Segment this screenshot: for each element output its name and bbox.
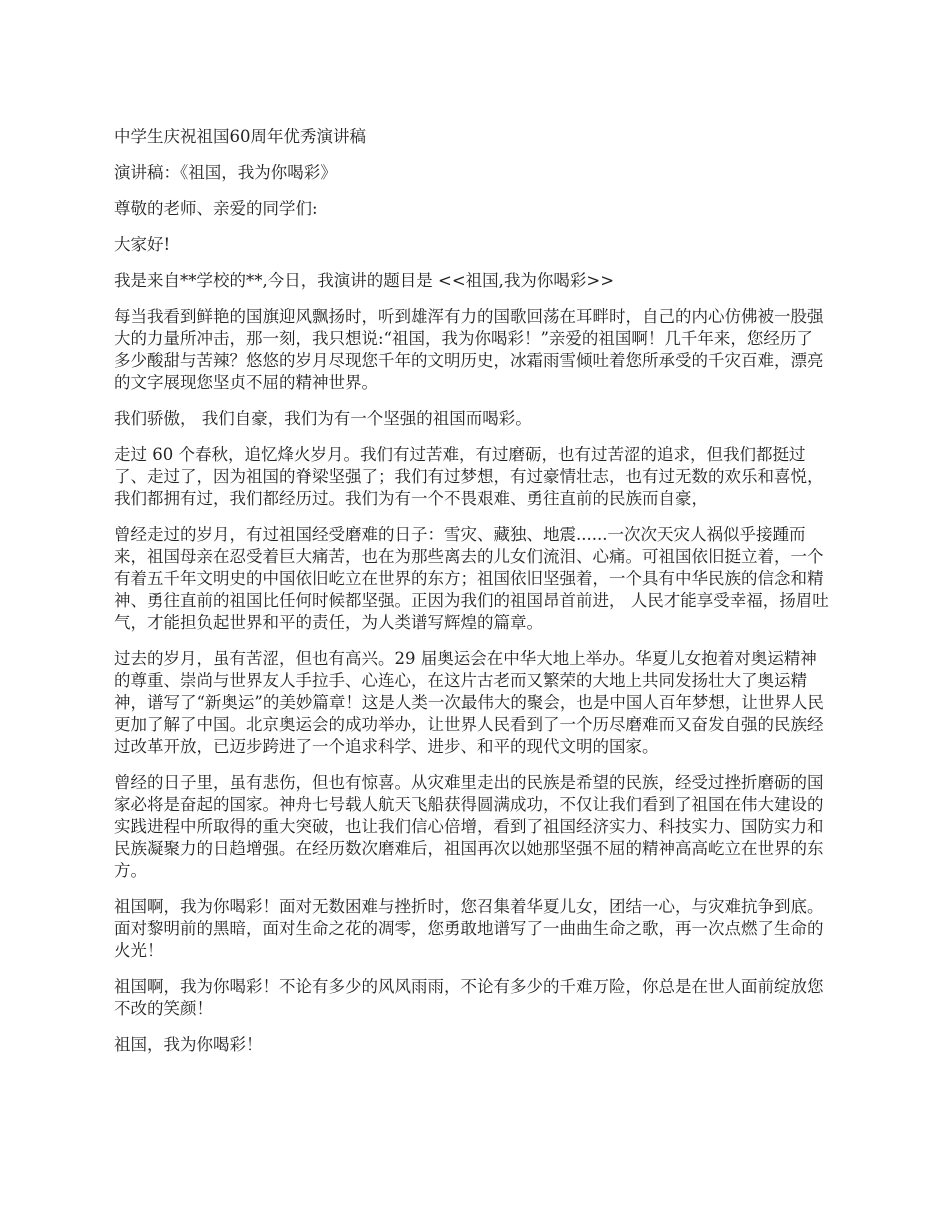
paragraph-hardships: 曾经走过的岁月，有过祖国经受磨难的日子：雪灾、藏独、地震......一次次天灾人祸似乎接踵而来，祖国母亲在忍受着巨大痛苦，也在为那些离去的儿女们流泪、心痛。可祖国依旧挺立着，一个有着五千年文明史的中国依旧屹立在世界的东方；祖国依旧坚强着，一个具有中华民族的信念和精神、勇往直前的祖国比任何时候都坚强。正因为我们的祖国昂首前进， 人民才能享受幸福，扬眉吐气，才能担负起世界和平的责任，为人类谱写辉煌的篇章。 [114,525,829,632]
paragraph-shenzhou: 曾经的日子里，虽有悲伤，但也有惊喜。从灾难里走出的民族是希望的民族，经受过挫折磨砺的国家必将是奋起的国家。神舟七号载人航天飞船获得圆满成功，不仅让我们看到了祖国在伟大建设的实践进程中所取得的重大突破，也让我们信心倍增，看到了祖国经济实力、科技实力、国防实力和民族凝聚力的日趋增强。在经历数次磨难后，祖国再次以她那坚强不屈的精神高高屹立在世界的东方。 [114,773,824,880]
paragraph-closing: 祖国，我为你喝彩！ [114,1035,263,1054]
paragraph-pride: 我们骄傲， 我们自豪，我们为有一个坚强的祖国而喝彩。 [114,409,532,428]
paragraph-flag: 每当我看到鲜艳的国旗迎风飘扬时，听到雄浑有力的国歌回荡在耳畔时，自己的内心仿佛被一股强大的力量所冲击，那一刻，我只想说:“祖国，我为你喝彩！”亲爱的祖国啊！几千年来，您经历了多少酸甜与苦辣？悠悠的岁月尽现您千年的文明历史，冰霜雨雪倾吐着您所承受的千灾百难，漂亮的文字展现您坚贞不屈的精神世界。 [114,307,824,392]
paragraph-sixty-years: 走过 60 个春秋，追忆烽火岁月。我们有过苦难，有过磨砺，也有过苦涩的追求，但我们都挺过了、走过了，因为祖国的脊梁坚强了；我们有过梦想，有过豪情壮志，也有过无数的欢乐和喜悦，我们都拥有过，我们都经历过。我们为有一个不畏艰难、勇往直前的民族而自豪， [114,445,824,508]
document-title: 中学生庆祝祖国60周年优秀演讲稿 [114,127,366,146]
greeting: 大家好! [114,235,171,254]
document-page [114,126,829,1070]
document-subtitle: 演讲稿：《祖国，我为你喝彩》 [114,163,337,182]
paragraph-cheer-1: 祖国啊，我为你喝彩！面对无数困难与挫折时，您召集着华夏儿女，团结一心，与灾难抗争到底。面对黎明前的黑暗，面对生命之花的凋零，您勇敢地谱写了一曲曲生命之歌，再一次点燃了生命的火光！ [114,897,824,960]
paragraph-cheer-2: 祖国啊，我为你喝彩！不论有多少的风风雨雨，不论有多少的千难万险，你总是在世人面前绽放您不改的笑颜！ [114,977,824,1018]
paragraph-intro: 我是来自**学校的**,今日，我演讲的题目是 <<祖国,我为你喝彩>> [114,271,615,290]
paragraph-olympics: 过去的岁月，虽有苦涩，但也有高兴。29 届奥运会在中华大地上举办。华夏儿女抱着对奥运精神的尊重、崇尚与世界友人手拉手、心连心，在这片古老而又繁荣的大地上共同发扬壮大了奥运精神，谱写了“新奥运”的美妙篇章！这是人类一次最伟大的聚会，也是中国人百年梦想，让世界人民更加了解了中国。北京奥运会的成功举办，让世界人民看到了一个历尽磨难而又奋发自强的民族经过改革开放，已迈步跨进了一个追求科学、进步、和平的现代文明的国家。 [114,649,824,756]
salutation: 尊敬的老师、亲爱的同学们: [114,199,318,218]
